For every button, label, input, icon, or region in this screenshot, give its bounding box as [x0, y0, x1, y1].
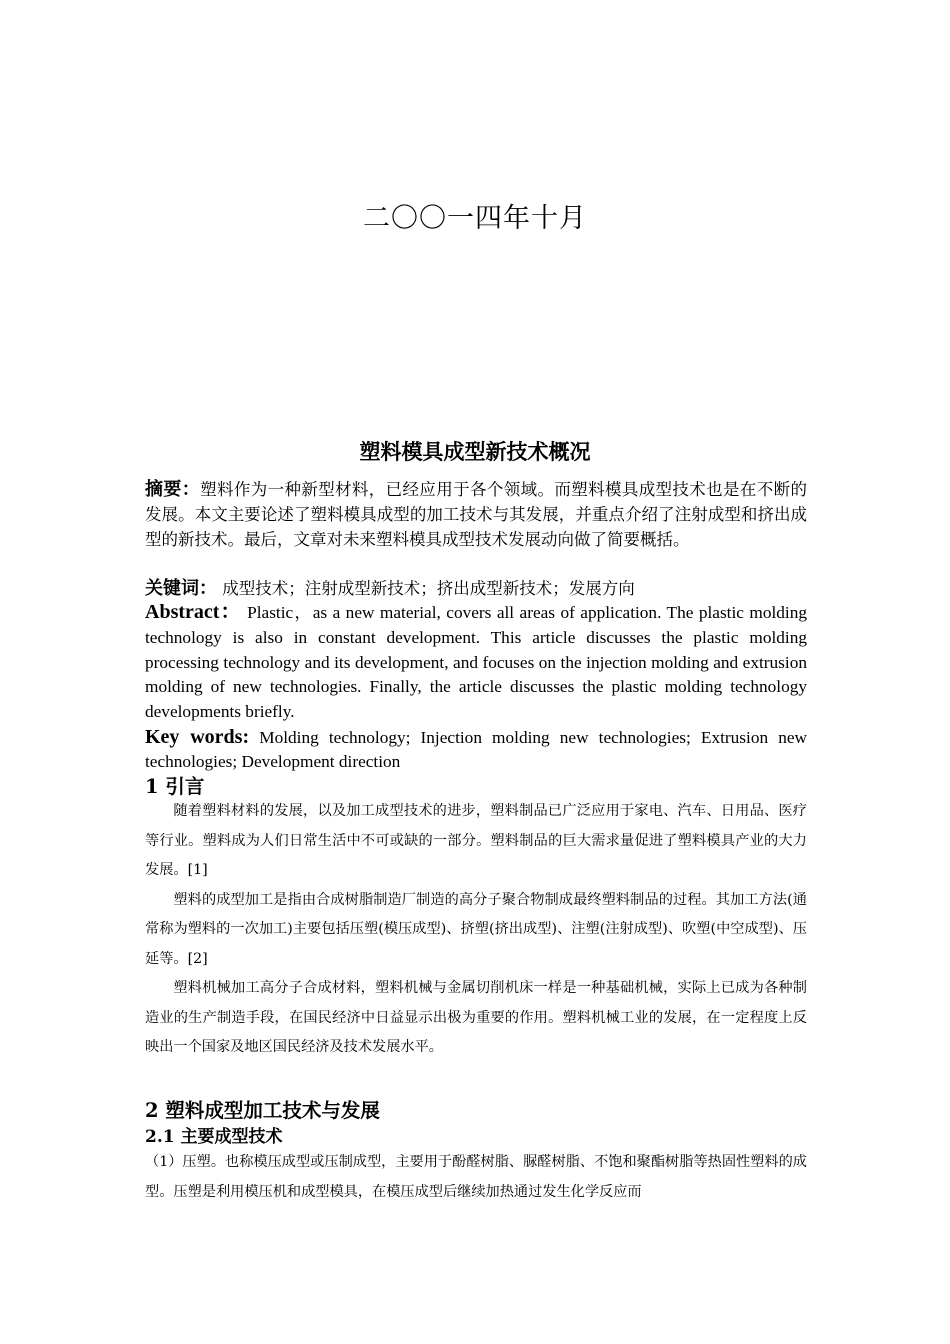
abstract-en-text: Plastic，as a new material, covers all areas of application. The plastic molding technology is also in constant development. This article discusses the plastic molding processing technology and its development, and focuses on the injection molding and extrusion molding of new technologies. Finally, the article discusses the plastic molding technology developments briefly. — [145, 603, 807, 722]
section-2-1-heading: 2.1 主要成型技术 — [145, 1127, 283, 1147]
abstract-en — [145, 600, 807, 725]
abstract-cn-label: 摘要： — [145, 479, 201, 500]
abstract-cn — [145, 477, 807, 552]
keywords-cn — [145, 576, 807, 602]
section-1-paragraph: 随着塑料材料的发展，以及加工成型技术的进步，塑料制品已广泛应用于家电、汽车、日用品、医疗等行业。塑料成为人们日常生活中不可或缺的一部分。塑料制品的巨大需求量促进了塑料模具产业的大力发展。[1] — [145, 803, 807, 878]
keywords-cn-label: 关键词： — [145, 578, 217, 599]
keywords-en-label: Key words: — [145, 726, 250, 748]
section-2-heading: 2 塑料成型加工技术与发展 — [145, 1099, 380, 1122]
section-2-1-paragraph: （1）压塑。也称模压成型或压制成型，主要用于酚醛树脂、脲醛树脂、不饱和聚酯树脂等热固性塑料的成型。压塑是利用模压机和成型模具，在模压成型后继续加热通过发生化学反应而 — [145, 1154, 807, 1200]
abstract-cn-text: 塑料作为一种新型材料，已经应用于各个领域。而塑料模具成型技术也是在不断的发展。本文主要论述了塑料模具成型的加工技术与其发展，并重点介绍了注射成型和挤出成型的新技术。最后，文章对未来塑料模具成型技术发展动向做了简要概括。 — [145, 480, 808, 549]
keywords-en-text: Molding technology; Injection molding new technologies; Extrusion new technologies; Development direction — [145, 728, 807, 771]
section-1-paragraph: 塑料机械加工高分子合成材料，塑料机械与金属切削机床一样是一种基础机械，实际上已成为各种制造业的生产制造手段，在国民经济中日益显示出极为重要的作用。塑料机械工业的发展，在一定程度上反映出一个国家及地区国民经济及技术发展水平。 — [145, 980, 807, 1055]
date-line: 二〇〇一四年十月 — [363, 203, 587, 234]
section-1-paragraph: 塑料的成型加工是指由合成树脂制造厂制造的高分子聚合物制成最终塑料制品的过程。其加工方法(通常称为塑料的一次加工)主要包括压塑(模压成型)、挤塑(挤出成型)、注塑(注射成型)、吹塑(中空成型)、压延等。[2] — [145, 891, 807, 967]
section-2-1-body — [145, 1148, 807, 1207]
section-1-heading: 1 引言 — [145, 775, 205, 798]
section-1-body — [145, 797, 807, 1063]
keywords-cn-text: 成型技术；注射成型新技术；挤出成型新技术；发展方向 — [222, 579, 635, 598]
document-title: 塑料模具成型新技术概况 — [359, 440, 591, 464]
keywords-en — [145, 725, 807, 774]
abstract-en-label: Abstract： — [145, 601, 242, 623]
